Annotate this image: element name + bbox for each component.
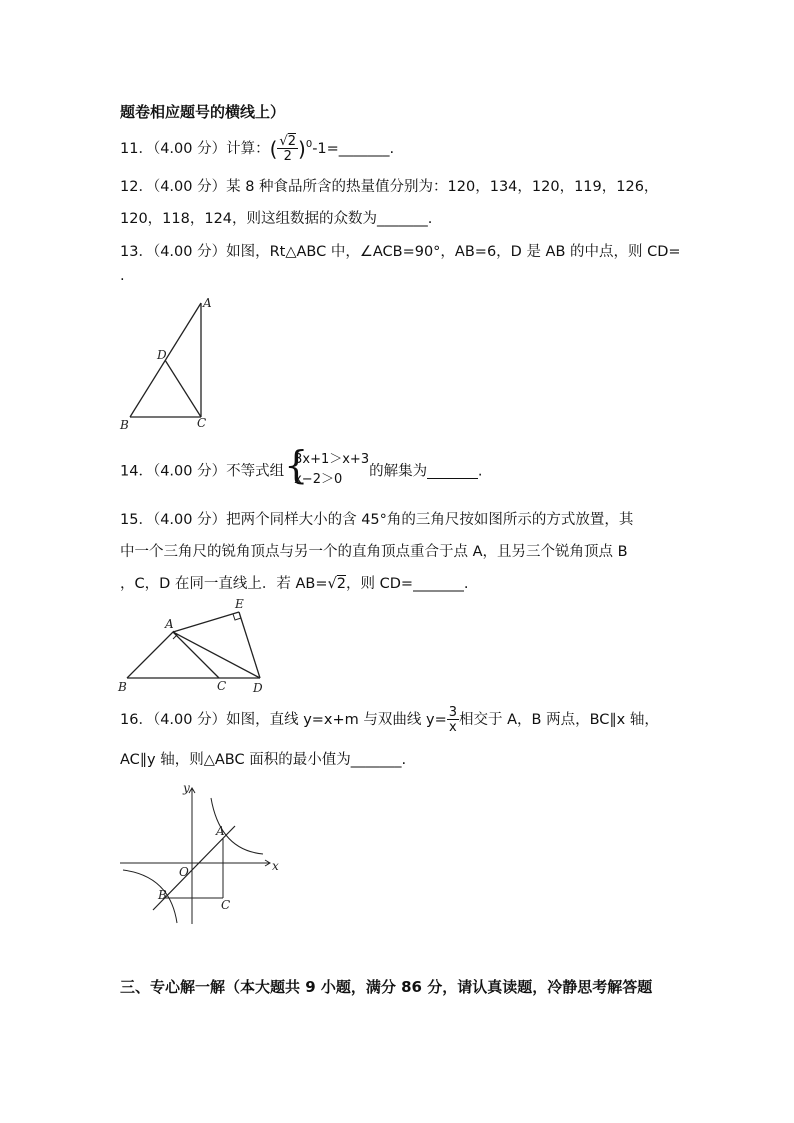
question-15-line-3: ，C，D 在同一直线上．若 AB=√2，则 CD=_______. [120,576,469,592]
section-3-title: 三、专心解一解（本大题共 9 小题，满分 86 分，请认真读题，冷静思考解答题 [120,978,653,996]
q16-prefix: 16．（4.00 分）如图，直线 y=x+m 与双曲线 y= [120,712,447,728]
segment-ac [173,632,219,678]
q15-radicand: 2 [336,576,347,592]
label-b: B [118,680,127,694]
right-angle-a [173,631,177,639]
label-b: B [158,888,167,902]
question-16-line-1 [120,706,659,734]
label-e: E [235,597,244,611]
question-11: 11．（4.00 分）计算：( $\frac{√2}{2}$ )$^0$-1=_______. [120,134,395,164]
label-a: A [216,824,225,838]
q11-exponent: 0 [305,139,313,151]
label-x: x [272,859,279,873]
question-12-line-2: 120，118，124，则这组数据的众数为_______. [120,211,433,227]
question-15-line-1: 15．（4.00 分）把两个同样大小的含 45°角的三角尺按如图所示的方式放置，其 [120,512,634,528]
question-15-line-2: 中一个三角尺的锐角顶点与另一个的直角顶点重合于点 A，且另三个锐角顶点 B [120,544,628,560]
q11-suffix: =_______. [326,141,395,157]
question-16-line-2: AC∥y 轴，则△ABC 面积的最小值为_______. [120,752,407,768]
q16-frac-den: x [449,720,457,735]
q15-line3-prefix: ，C，D 在同一直线上．若 AB= [120,576,328,592]
label-a: A [165,617,174,631]
label-d: D [157,348,167,362]
q11-frac-den: 2 [283,149,292,164]
q14-prefix: 14．（4.00 分）不等式组 [120,463,285,480]
q14-inequality-system: { 3x+1＞x+3 x−2＞0 [284,450,369,490]
q14-suffix: 的解集为_______. [369,463,483,480]
label-y: y [183,781,190,795]
q11-frac-num: 2 [287,134,296,149]
label-c: C [197,416,207,430]
q11-fraction: $\frac{√2}{2}$ [279,134,296,164]
q11-prefix: 11．（4.00 分）计算： [120,141,270,157]
q16-fraction [447,706,459,734]
figure-13-triangle [115,295,225,435]
q16-suffix: 相交于 A，B 两点，BC∥x 轴， [459,712,659,728]
question-13-line-2: . [120,268,125,284]
label-o: O [179,865,189,879]
q15-line3-suffix: ，则 CD=_______. [346,576,469,592]
segment-cd [165,360,201,417]
question-13-line-1: 13．（4.00 分）如图，Rt△ABC 中，∠ACB=90°，AB=6，D 是 AB 的中点，则 CD= [120,244,681,260]
question-12-line-1: 12．（4.00 分）某 8 种食品所含的热量值分别为：120，134，120，119，126， [120,179,659,195]
label-a: A [203,296,212,310]
q16-frac-num: 3 [448,705,458,720]
label-c: C [217,679,227,693]
figure-15-set-squares [115,595,275,700]
segment-ab [127,632,173,678]
q14-inequality-1: 3x+1＞x+3 [294,452,370,467]
section-header-continuation: 题卷相应题号的横线上） [120,103,286,121]
figure-16-coordinate-graph [115,778,285,928]
label-c: C [221,898,231,912]
question-14 [120,443,483,490]
q14-inequality-2: x−2＞0 [294,472,343,487]
hyperbola-branch-2 [123,870,177,923]
label-d: D [253,681,263,695]
label-b: B [120,418,129,432]
segment-ae [173,612,239,632]
